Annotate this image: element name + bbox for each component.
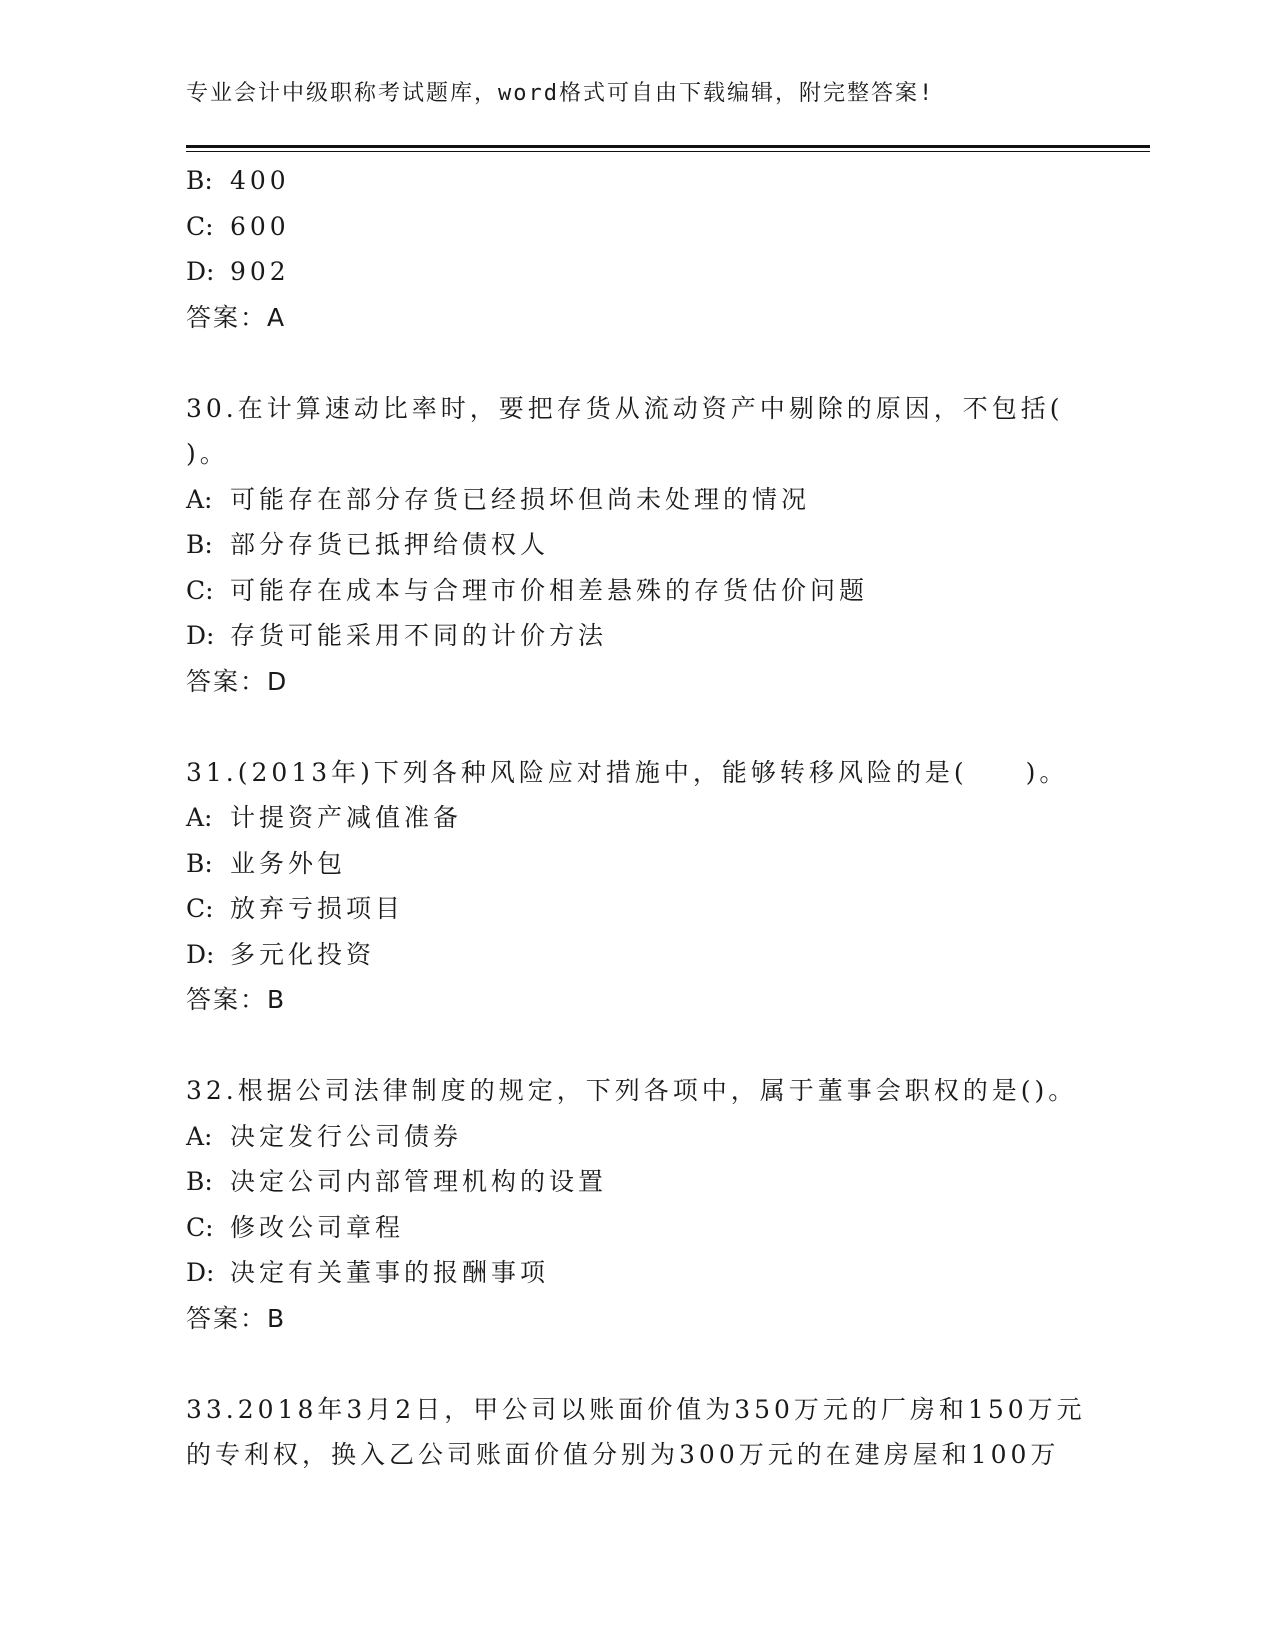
answer-line: 答案：A: [186, 302, 287, 332]
option-d: D: 决定有关董事的报酬事项: [186, 1258, 550, 1287]
page-header: 专业会计中级职称考试题库，word格式可自由下载编辑，附完整答案!: [186, 81, 935, 106]
document-body: [186, 158, 1086, 1478]
option-c: C: 修改公司章程: [186, 1212, 405, 1242]
option-b: B: 业务外包: [186, 848, 347, 878]
answer-line: 答案：B: [186, 985, 287, 1014]
option-d: D: 多元化投资: [186, 939, 376, 969]
question-block-33: [186, 1387, 1086, 1478]
option-a: A: 决定发行公司债券: [186, 1121, 463, 1151]
option-a: A: 计提资产减值准备: [186, 803, 463, 832]
question-block-29: [186, 158, 1086, 340]
question-block-31: [186, 750, 1086, 1023]
option-d: D: 存货可能采用不同的计价方法: [186, 621, 608, 650]
answer-line: 答案：B: [186, 1303, 287, 1333]
answer-line: 答案：D: [186, 666, 289, 696]
header-rule-thin: [186, 151, 1150, 152]
option-c: C: 可能存在成本与合理市价相差悬殊的存货估价问题: [186, 575, 869, 605]
question-text: 30.在计算速动比率时，要把存货从流动资产中剔除的原因，不包括(: [186, 393, 1064, 423]
option-c: C: 放弃亏损项目: [186, 894, 405, 923]
question-block-32: [186, 1068, 1086, 1341]
question-text: 31.(2013年)下列各种风险应对措施中，能够转移风险的是( )。: [186, 757, 1069, 787]
option-b: B: 部分存货已抵押给债权人: [186, 530, 550, 559]
header-rule-thick: [186, 145, 1150, 148]
option-c: C: 600: [186, 211, 290, 241]
option-b: B: 决定公司内部管理机构的设置: [186, 1167, 608, 1196]
question-text: 33.2018年3月2日，甲公司以账面价值为350万元的厂房和150万元: [186, 1394, 1086, 1424]
option-a: A: 可能存在部分存货已经损坏但尚未处理的情况: [186, 484, 811, 514]
option-d: D: 902: [186, 257, 290, 286]
question-text: )。: [186, 439, 229, 468]
option-b: B: 400: [186, 166, 290, 195]
question-text: 32.根据公司法律制度的规定，下列各项中，属于董事会职权的是()。: [186, 1076, 1078, 1105]
question-block-30: [186, 386, 1086, 705]
question-text: 的专利权，换入乙公司账面价值分别为300万元的在建房屋和100万: [186, 1440, 1060, 1469]
